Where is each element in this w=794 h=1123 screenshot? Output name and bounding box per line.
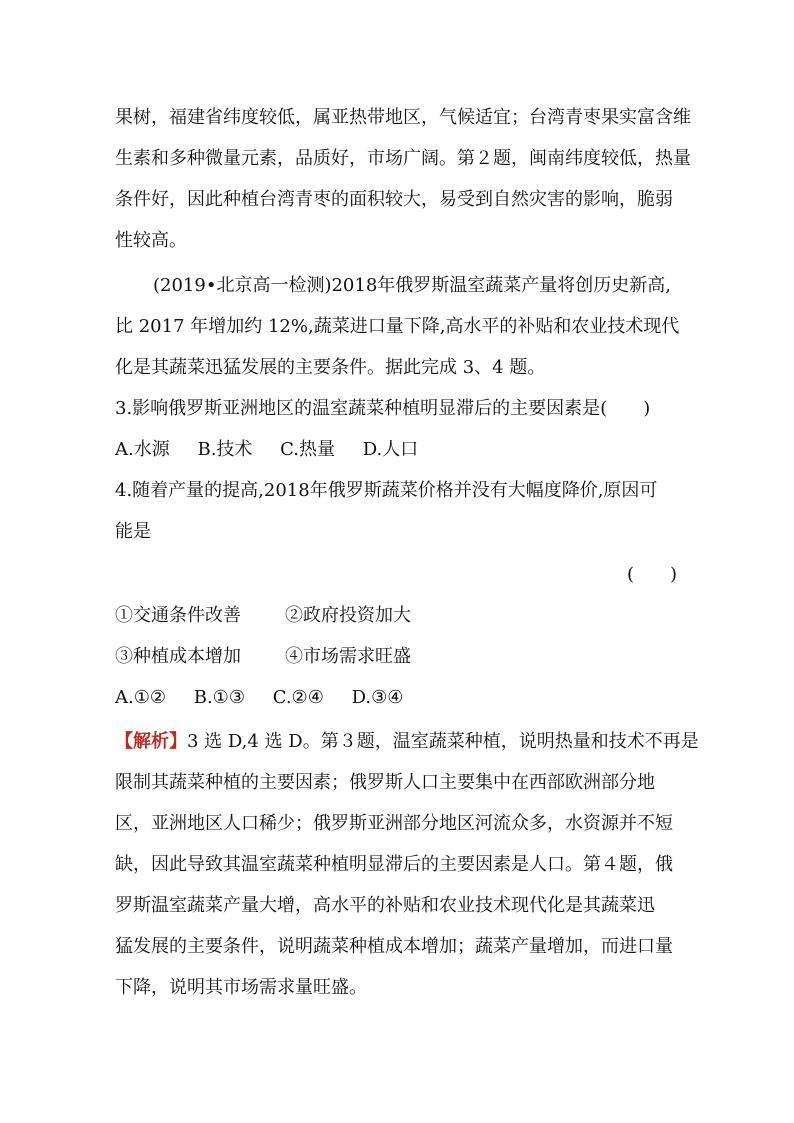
analysis-line: 缺，因此导致其温室蔬菜种植明显滞后的主要因素是人口。第４题，俄 bbox=[115, 854, 673, 875]
intro-line: 化是其蔬菜迅猛发展的主要条件。据此完成 3、4 题。 bbox=[115, 357, 546, 378]
q4-item: ①交通条件改善 bbox=[115, 605, 241, 626]
analysis-line: 区，亚洲地区人口稀少；俄罗斯亚洲部分地区河流众多，水资源并不短 bbox=[115, 813, 673, 834]
q4-options bbox=[115, 685, 685, 711]
prev-analysis-line: 性较高。 bbox=[115, 230, 187, 251]
q4-stem-line: 能是 bbox=[115, 521, 151, 542]
q4-items-row bbox=[115, 603, 685, 629]
q4-item: ②政府投资加大 bbox=[285, 605, 411, 626]
q3-option-b[interactable]: B.技术 bbox=[197, 439, 253, 460]
analysis-first-line bbox=[115, 729, 699, 755]
prev-analysis-line: 条件好，因此种植台湾青枣的面积较大，易受到自然灾害的影响，脆弱 bbox=[115, 189, 673, 210]
q4-answer-blank: ( ) bbox=[626, 564, 677, 585]
prev-analysis-line: 果树，福建省纬度较低，属亚热带地区，气候适宜；台湾青枣果实富含维 bbox=[115, 107, 691, 128]
analysis-line: 下降，说明其市场需求量旺盛。 bbox=[115, 977, 367, 998]
q4-option-b[interactable]: B.①③ bbox=[193, 687, 245, 708]
intro-line: 比 2017 年增加约 12%,蔬菜进口量下降,高水平的补贴和农业技术现代 bbox=[115, 316, 680, 337]
q4-option-a[interactable]: A.①② bbox=[115, 687, 166, 708]
analysis-line: 猛发展的主要条件，说明蔬菜种植成本增加；蔬菜产量增加，而进口量 bbox=[115, 936, 673, 957]
q3-option-c[interactable]: C.热量 bbox=[280, 439, 336, 460]
q3-options bbox=[115, 437, 685, 463]
q4-option-c[interactable]: C.②④ bbox=[272, 687, 324, 708]
analysis-line: 限制其蔬菜种植的主要因素；俄罗斯人口主要集中在西部欧洲部分地 bbox=[115, 772, 655, 793]
q3-option-d[interactable]: D.人口 bbox=[362, 439, 419, 460]
q4-items-row bbox=[115, 644, 685, 670]
q3-option-a[interactable]: A.水源 bbox=[115, 439, 170, 460]
analysis-line: 罗斯温室蔬菜产量大增，高水平的补贴和农业技术现代化是其蔬菜迅 bbox=[115, 895, 655, 916]
q4-item: ④市场需求旺盛 bbox=[285, 646, 411, 667]
q4-stem-line: 4.随着产量的提高,2018年俄罗斯蔬菜价格并没有大幅度降价,原因可 bbox=[115, 480, 658, 501]
analysis-text: 3 选 D,4 选 D。第３题，温室蔬菜种植，说明热量和技术不再是 bbox=[187, 731, 699, 752]
analysis-tag: 【解析】 bbox=[115, 731, 187, 752]
q4-item: ③种植成本增加 bbox=[115, 646, 241, 667]
prev-analysis-line: 生素和多种微量元素，品质好，市场广阔。第２题，闽南纬度较低，热量 bbox=[115, 148, 691, 169]
intro-line: (2019•北京高一检测)2018年俄罗斯温室蔬菜产量将创历史新高, bbox=[153, 275, 671, 296]
q4-option-d[interactable]: D.③④ bbox=[351, 687, 404, 708]
q3-stem: 3.影响俄罗斯亚洲地区的温室蔬菜种植明显滞后的主要因素是( ) bbox=[115, 398, 651, 419]
